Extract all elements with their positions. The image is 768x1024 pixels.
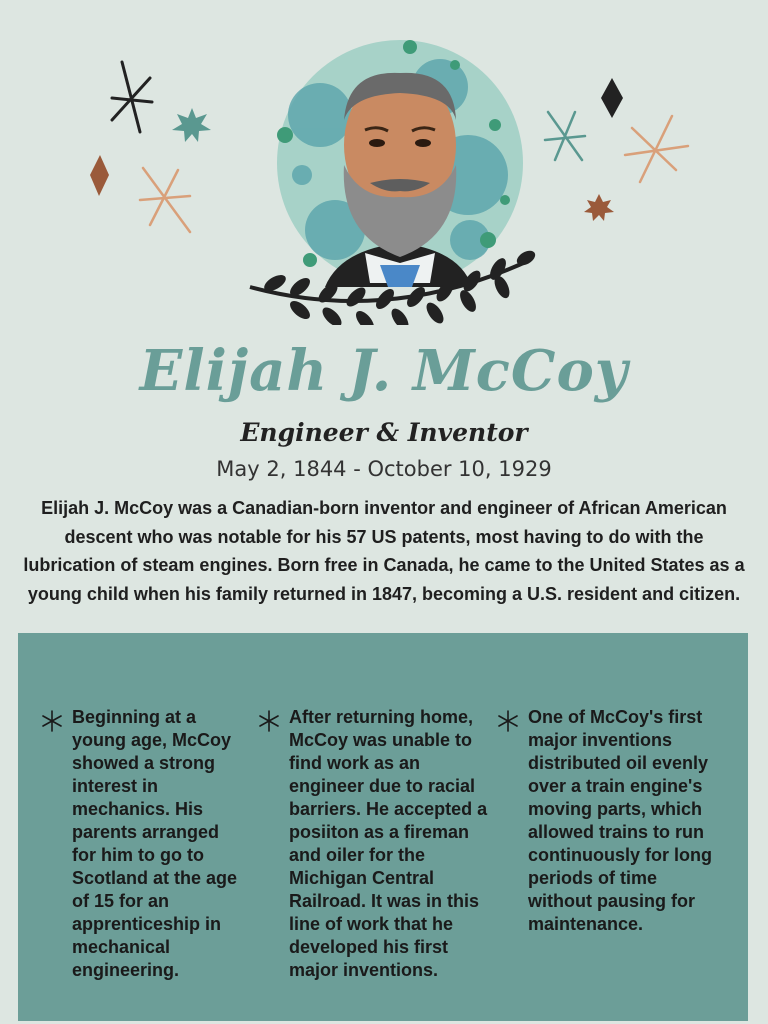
biography-paragraph: Elijah J. McCoy was a Canadian-born inventor and engineer of African American descent who was notable for his 57 US patents, most having to do with the lubrication of steam engines. Born free in Canada, he came to the United States as a young child when his family returned in 1847, becoming a U.S. resident and citizen. xyxy=(23,498,745,604)
page-title: Elijah J. McCoy xyxy=(139,338,629,404)
asterisk-icon xyxy=(259,710,279,732)
asterisk-icon xyxy=(498,710,518,732)
subtitle-role: Engineer & Inventor xyxy=(240,418,528,447)
fact-item: One of McCoy's first major inventions distributed oil evenly over a train engine's moving parts, which allowed trains to run continuously for long periods of time without pausing for maintenance. xyxy=(528,707,712,934)
diamond-icon xyxy=(601,78,623,118)
diamond-icon xyxy=(90,155,109,196)
fact-item: Beginning at a young age, McCoy showed a strong interest in mechanics. His parents arranged for him to go to Scotland at the age of 15 for an apprenticeship in mechanical engineering. xyxy=(72,707,238,980)
star-icon xyxy=(140,168,190,232)
life-dates: May 2, 1844 - October 10, 1929 xyxy=(216,457,552,481)
star-icon xyxy=(584,194,614,221)
star-icon xyxy=(112,62,152,132)
star-icon xyxy=(545,112,585,160)
star-icon xyxy=(172,108,211,142)
asterisk-icon xyxy=(42,710,62,732)
fact-item: After returning home, McCoy was unable to find work as an engineer due to racial barriers. He accepted a posiiton as a fireman and oiler for the Michigan Central Railroad. It was in this line of work that he developed his first major inventions. xyxy=(289,707,488,980)
portrait xyxy=(240,25,540,325)
star-icon xyxy=(625,116,688,182)
